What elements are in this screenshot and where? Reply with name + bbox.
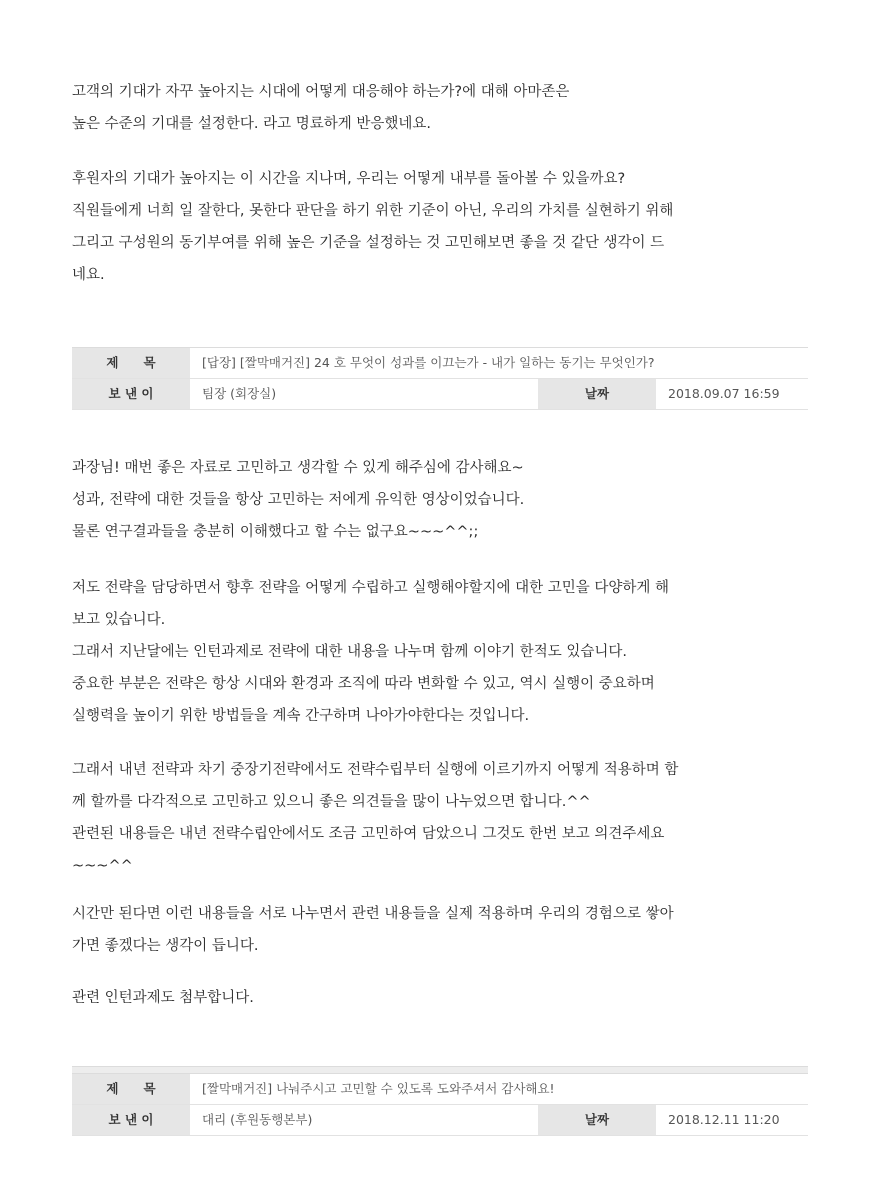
sender-label: 보 낸 이 <box>72 1105 190 1135</box>
sender-text: 팀장 (회장실) <box>202 386 277 401</box>
attachment-paragraph <box>72 982 812 1014</box>
text-line: 후원자의 기대가 높아지는 이 시간을 지나며, 우리는 어떻게 내부를 돌아볼 수 있을까요? <box>72 171 626 187</box>
subject-label: 제 목 <box>72 1074 190 1104</box>
message-header-original <box>72 1066 808 1136</box>
text-line: 관련 인턴과제도 첨부합니다. <box>72 990 254 1006</box>
sender-label: 보 낸 이 <box>72 379 190 409</box>
text-line: 그래서 지난달에는 인턴과제로 전략에 대한 내용을 나누며 함께 이야기 한적도 있습니다. <box>72 644 627 660</box>
text-line: 중요한 부분은 전략은 항상 시대와 환경과 조직에 따라 변화할 수 있고, 역시 실행이 중요하며 <box>72 676 655 692</box>
divider <box>72 1067 808 1074</box>
text-line: ~~~^^ <box>72 858 133 874</box>
date-label: 날짜 <box>538 1105 656 1135</box>
date-text: 2018.12.11 11:20 <box>668 1112 780 1127</box>
text-line: 관련된 내용들은 내년 전략수립안에서도 조금 고민하여 담았으니 그것도 한번 보고 의견주세요 <box>72 826 665 842</box>
sender-row <box>72 1105 808 1136</box>
sender-row <box>72 379 808 410</box>
intro-paragraph <box>72 76 812 140</box>
plan-paragraph <box>72 754 812 882</box>
reflection-paragraph <box>72 163 812 291</box>
text-line: 실행력을 높이기 위한 방법들을 계속 간구하며 나아가야한다는 것입니다. <box>72 708 530 724</box>
text-line: 께 할까를 다각적으로 고민하고 있으니 좋은 의견들을 많이 나누었으면 합니다.^^ <box>72 794 591 810</box>
text-line: 물론 연구결과들을 충분히 이해했다고 할 수는 없구요~~~^^;; <box>72 524 479 540</box>
text-line: 가면 좋겠다는 생각이 듭니다. <box>72 938 259 954</box>
text-line: 보고 있습니다. <box>72 612 166 628</box>
text-line: 네요. <box>72 267 105 283</box>
text-line: 직원들에게 너희 일 잘한다, 못한다 판단을 하기 위한 기준이 아닌, 우리의 가치를 실현하기 위해 <box>72 203 674 219</box>
subject-row <box>72 348 808 379</box>
experience-paragraph <box>72 898 812 962</box>
text-line: 고객의 기대가 자꾸 높아지는 시대에 어떻게 대응해야 하는가?에 대해 아마존은 <box>72 84 570 100</box>
text-line: 시간만 된다면 이런 내용들을 서로 나누면서 관련 내용들을 실제 적용하며 우리의 경험으로 쌓아 <box>72 906 674 922</box>
message-header-reply <box>72 347 808 410</box>
sender-text: 대리 (후원동행본부) <box>202 1112 313 1127</box>
date-text: 2018.09.07 16:59 <box>668 386 780 401</box>
subject-text: [답장] [짤막매거진] 24 호 무엇이 성과를 이끄는가 - 내가 일하는 동기는 무엇인가? <box>202 355 655 370</box>
text-line: 성과, 전략에 대한 것들을 항상 고민하는 저에게 유익한 영상이었습니다. <box>72 492 525 508</box>
subject-label: 제 목 <box>72 348 190 378</box>
thanks-paragraph <box>72 452 812 548</box>
subject-row <box>72 1074 808 1105</box>
text-line: 과장님! 매번 좋은 자료로 고민하고 생각할 수 있게 해주심에 감사해요~ <box>72 460 524 476</box>
subject-text: [짤막매거진] 나눠주시고 고민할 수 있도록 도와주셔서 감사해요! <box>202 1081 555 1096</box>
text-line: 높은 수준의 기대를 설정한다. 라고 명료하게 반응했네요. <box>72 116 432 132</box>
text-line: 그래서 내년 전략과 차기 중장기전략에서도 전략수립부터 실행에 이르기까지 어떻게 적용하며 함 <box>72 762 679 778</box>
text-line: 그리고 구성원의 동기부여를 위해 높은 기준을 설정하는 것 고민해보면 좋을 것 같단 생각이 드 <box>72 235 665 251</box>
text-line: 저도 전략을 담당하면서 향후 전략을 어떻게 수립하고 실행해야할지에 대한 고민을 다양하게 해 <box>72 580 669 596</box>
date-label: 날짜 <box>538 379 656 409</box>
strategy-paragraph <box>72 572 812 732</box>
